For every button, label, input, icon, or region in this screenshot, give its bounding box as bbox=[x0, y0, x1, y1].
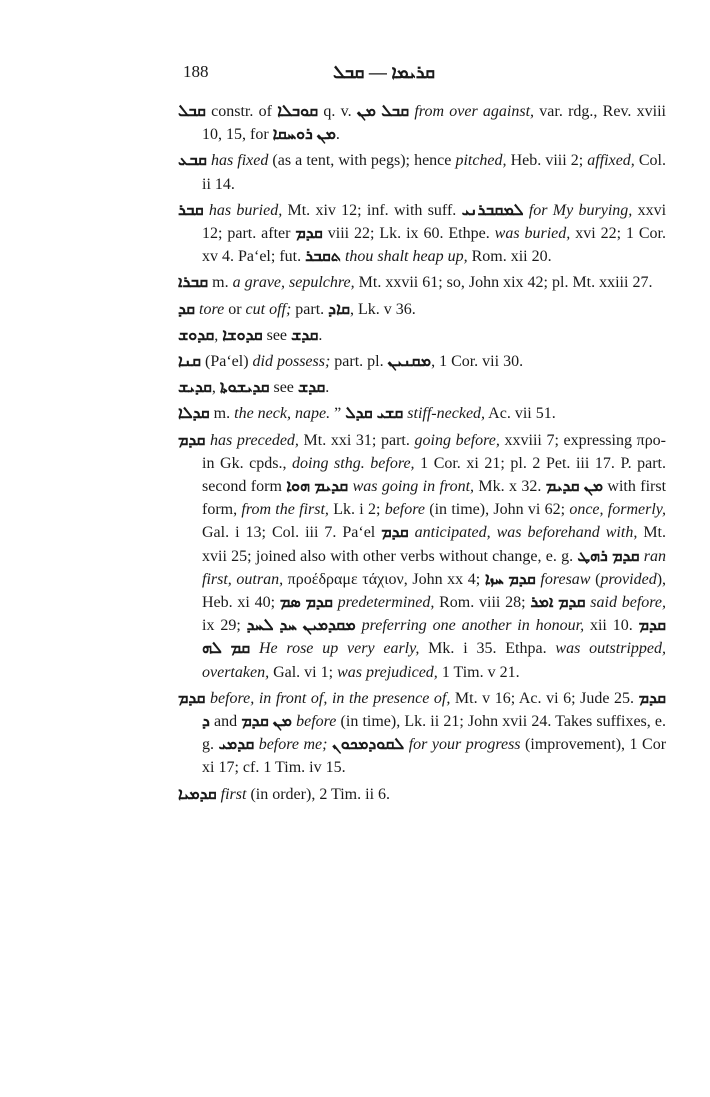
syriac-term: ܠܩܘܕܡܟܘܢ bbox=[332, 736, 405, 754]
syriac-term: ܩܕܡ ܚܙܐ bbox=[484, 570, 536, 588]
entry-gloss: did possess; bbox=[252, 353, 331, 371]
entry-gloss: first bbox=[216, 785, 247, 803]
entry-gloss: predetermined, bbox=[332, 594, 435, 612]
entry-text: Mt. xiv 12; inf. with suff. bbox=[282, 201, 462, 219]
entry-headword: ܩܒܠ bbox=[178, 103, 206, 120]
entry-text: Mt. v 16; Ac. vi 6; Jude 25. bbox=[450, 689, 639, 707]
syriac-term: ܩܕܡ ܩܡ ܠܗ bbox=[202, 617, 667, 658]
entry-gloss: before bbox=[384, 501, 425, 519]
entry-gloss: from the first, bbox=[241, 501, 329, 519]
entry-text: or bbox=[224, 300, 246, 318]
entry-text: Rom. xii 20. bbox=[467, 248, 552, 266]
entry-gloss: from over against, bbox=[409, 103, 535, 120]
entry-text: (as a tent, with pegs); hence bbox=[268, 152, 456, 170]
entry-gloss: He rose up very early, bbox=[250, 640, 420, 658]
dictionary-entry bbox=[178, 271, 666, 294]
syriac-term: ܩܕܡ bbox=[381, 524, 409, 542]
entry-headword: ܩܕ bbox=[178, 300, 196, 318]
entry-text: Gal. i 13; Col. iii 7. Pa‘el bbox=[202, 524, 382, 542]
syriac-term: ܩܕܡ bbox=[295, 225, 323, 243]
entry-gloss: for your progress bbox=[404, 736, 521, 754]
entry-text: Heb. viii 2; bbox=[506, 152, 588, 170]
entry-gloss: once, formerly, bbox=[569, 501, 667, 519]
entry-gloss: was buried, bbox=[494, 225, 571, 243]
entry-headword: ܩܕܝܫ bbox=[178, 379, 212, 397]
syriac-term: ܩܕܝܫܘܬܐ bbox=[219, 379, 270, 397]
entry-text: . bbox=[325, 379, 330, 397]
entry-text: m. bbox=[209, 405, 235, 423]
entry-text: 1 Cor. xi 21; pl. 2 Pet. iii 17. P. part. second form bbox=[202, 454, 667, 496]
entry-gloss: has fixed bbox=[206, 152, 269, 170]
entry-gloss: ran first, outran, bbox=[202, 547, 667, 588]
syriac-term: ܩܕܘܫܐ bbox=[222, 326, 263, 344]
dictionary-entry bbox=[178, 199, 666, 269]
syriac-term: ܡܢ ܩܕܡ bbox=[241, 713, 292, 731]
page-header bbox=[183, 62, 663, 88]
syriac-term: ܩܫܝ ܩܕܠ bbox=[345, 405, 404, 423]
entry-text: part. bbox=[291, 300, 329, 318]
entry-text: (in time), Lk. ii 21; John xvii 24. Takes suffixes, e. g. bbox=[202, 713, 667, 754]
dictionary-entry bbox=[178, 429, 666, 684]
entry-text: viii 22; Lk. ix 60. Ethpe. bbox=[322, 225, 495, 243]
entry-text: var. rdg., Rev. xviii 10, 15, for bbox=[202, 103, 666, 144]
entry-text: q. v. bbox=[318, 103, 357, 120]
entry-text: . bbox=[318, 326, 323, 344]
dictionary-entry bbox=[178, 783, 666, 806]
entry-text: , 1 Cor. vii 30. bbox=[431, 353, 524, 371]
entry-text: m. bbox=[208, 274, 233, 292]
entry-text: xii 10. bbox=[584, 617, 639, 635]
syriac-term: ܩܕܡ ܣܡ bbox=[279, 594, 333, 612]
entry-text: Mk. x 32. bbox=[474, 478, 546, 496]
entry-gloss: for My burying, bbox=[523, 201, 633, 219]
entry-headword: ܩܕܠܐ bbox=[178, 405, 210, 423]
entry-gloss: cut off; bbox=[245, 300, 292, 318]
entry-gloss: provided bbox=[600, 570, 657, 588]
entry-text: with first form, bbox=[202, 478, 667, 519]
entry-headword: ܩܢܐ bbox=[178, 353, 201, 371]
entry-text: . bbox=[335, 126, 340, 144]
syriac-term: ܩܒܠ ܡܢ bbox=[356, 103, 410, 120]
entry-text: (Pa‘el) bbox=[200, 353, 253, 371]
entry-text: (in order), 2 Tim. ii 6. bbox=[246, 785, 391, 803]
entry-text: (in time), John vi 62; bbox=[424, 501, 570, 519]
entry-text: in Gk. cpds., bbox=[202, 454, 293, 472]
entry-text: Rom. viii 28; bbox=[434, 594, 531, 612]
entry-text: Lk. i 2; bbox=[328, 501, 385, 519]
dictionary-entry bbox=[178, 149, 666, 195]
entry-text: ” bbox=[330, 405, 346, 423]
entry-gloss: preferring one another in honour, bbox=[355, 617, 585, 635]
entry-list bbox=[178, 100, 666, 809]
entry-text: ), Heb. xi 40; bbox=[202, 570, 667, 612]
syriac-term: ܡܢ ܩܕܝܡ bbox=[545, 478, 604, 496]
entry-text: Mt. xxvii 61; so, John xix 42; pl. Mt. xxiii 27. bbox=[354, 274, 653, 292]
entry-headword: ܩܕܘܫ bbox=[178, 326, 215, 344]
entry-text: constr. of bbox=[205, 103, 278, 120]
syriac-term: ܩܕܡ ܪܗܛ bbox=[577, 547, 640, 565]
syriac-term: ܬܩܒܪ bbox=[305, 248, 341, 266]
entry-text: 1 Tim. v 21. bbox=[437, 663, 520, 681]
entry-text: ix 29; bbox=[202, 617, 247, 635]
entry-gloss: tore bbox=[195, 300, 225, 318]
syriac-term: ܩܕܡ ܐܡܪ bbox=[530, 594, 586, 612]
entry-gloss: the neck, nape. bbox=[234, 405, 331, 423]
entry-text: see bbox=[269, 379, 298, 397]
entry-text: , John xx 4; bbox=[403, 570, 485, 588]
syriac-term: ܡܩܕܡܝܢ ܚܕ ܠܚܕ bbox=[246, 617, 356, 635]
entry-text: Mk. i 35. Ethpa. bbox=[419, 640, 556, 658]
entry-headword: ܩܕܡ bbox=[178, 431, 206, 449]
entry-text: part. pl. bbox=[330, 353, 388, 371]
entry-gloss: said before, bbox=[585, 594, 667, 612]
entry-text: xvi 22; 1 Cor. xv 4. Pa‘el; fut. bbox=[202, 225, 666, 266]
dictionary-entry bbox=[178, 350, 666, 373]
entry-gloss: before me; bbox=[254, 736, 328, 754]
entry-gloss: has preceded, bbox=[205, 431, 299, 449]
dictionary-entry bbox=[178, 100, 666, 146]
entry-gloss: has buried, bbox=[203, 201, 283, 219]
entry-text: and bbox=[209, 713, 242, 731]
entry-text: , Lk. v 36. bbox=[350, 300, 416, 318]
entry-headword: ܩܒܪ bbox=[178, 201, 204, 219]
syriac-term: ܩܕܡ ܕ bbox=[202, 689, 666, 731]
entry-gloss: a grave, sepulchre, bbox=[232, 274, 355, 292]
syriac-term: ܩܕܫ bbox=[291, 326, 319, 344]
syriac-term: ܡܢ ܪܘܚܩܐ bbox=[272, 126, 336, 144]
entry-text: Mt. xvii 25; joined also with other verbs without change, e. g. bbox=[202, 524, 666, 565]
dictionary-entry bbox=[178, 402, 666, 425]
entry-headword: ܩܒܪܐ bbox=[178, 274, 209, 292]
entry-text: xxvi 12; part. after bbox=[202, 201, 667, 243]
entry-text: see bbox=[262, 326, 292, 344]
entry-text: , bbox=[211, 379, 220, 397]
entry-gloss: was going in front, bbox=[348, 478, 475, 496]
entry-gloss: thou shalt heap up, bbox=[340, 248, 468, 266]
dictionary-entry bbox=[178, 298, 666, 321]
dictionary-entry bbox=[178, 324, 666, 347]
entry-text: προέδραμε τάχιον bbox=[283, 570, 404, 588]
entry-text: , bbox=[214, 326, 223, 344]
entry-headword: ܩܕܡܝܐ bbox=[178, 785, 217, 803]
syriac-term: ܩܕܡܝ bbox=[218, 736, 255, 754]
syriac-term: ܩܕܝܡ ܗܘܐ bbox=[286, 478, 349, 496]
entry-headword: ܩܒܥ bbox=[178, 152, 207, 170]
syriac-term: ܠܡܩܒܪܢܝ bbox=[461, 201, 524, 219]
entry-text: Gal. vi 1; bbox=[269, 663, 338, 681]
entry-headword: ܩܕܡ bbox=[178, 689, 206, 707]
syriac-term: ܡܩܢܝܢ bbox=[387, 353, 432, 371]
entry-text: xxviii 7; expressing bbox=[499, 431, 637, 449]
dictionary-entry bbox=[178, 376, 666, 399]
entry-gloss: before, in front of, in the presence of, bbox=[205, 689, 451, 707]
entry-gloss: stiff-necked, bbox=[403, 405, 486, 423]
entry-gloss: was prejudiced, bbox=[337, 663, 438, 681]
entry-gloss: foresaw bbox=[535, 570, 591, 588]
entry-text: Mt. xxi 31; part. bbox=[298, 431, 415, 449]
entry-text: ( bbox=[590, 570, 601, 588]
entry-gloss: was outstripped, overtaken, bbox=[202, 640, 666, 681]
running-head: ܩܪܝܡܐ — ܩܒܠ bbox=[333, 62, 435, 82]
entry-gloss: anticipated, was beforehand with, bbox=[408, 524, 638, 542]
dictionary-entry bbox=[178, 687, 666, 780]
entry-text: Ac. vii 51. bbox=[485, 405, 556, 423]
page-number: 188 bbox=[183, 62, 209, 81]
syriac-term: ܩܐܕ bbox=[328, 300, 351, 318]
entry-gloss: going before, bbox=[414, 431, 500, 449]
entry-text: Col. ii 14. bbox=[202, 152, 666, 193]
entry-text: (improvement), 1 Cor xi 17; cf. 1 Tim. iv 15. bbox=[202, 736, 667, 777]
entry-gloss: doing sthg. before, bbox=[292, 454, 415, 472]
entry-gloss: pitched, bbox=[455, 152, 507, 170]
entry-text: προ- bbox=[636, 431, 666, 449]
entry-gloss: before bbox=[291, 713, 337, 731]
entry-gloss: affixed, bbox=[587, 152, 635, 170]
syriac-term: ܩܕܫ bbox=[297, 379, 326, 397]
syriac-term: ܩܘܒܠܐ bbox=[277, 103, 319, 120]
